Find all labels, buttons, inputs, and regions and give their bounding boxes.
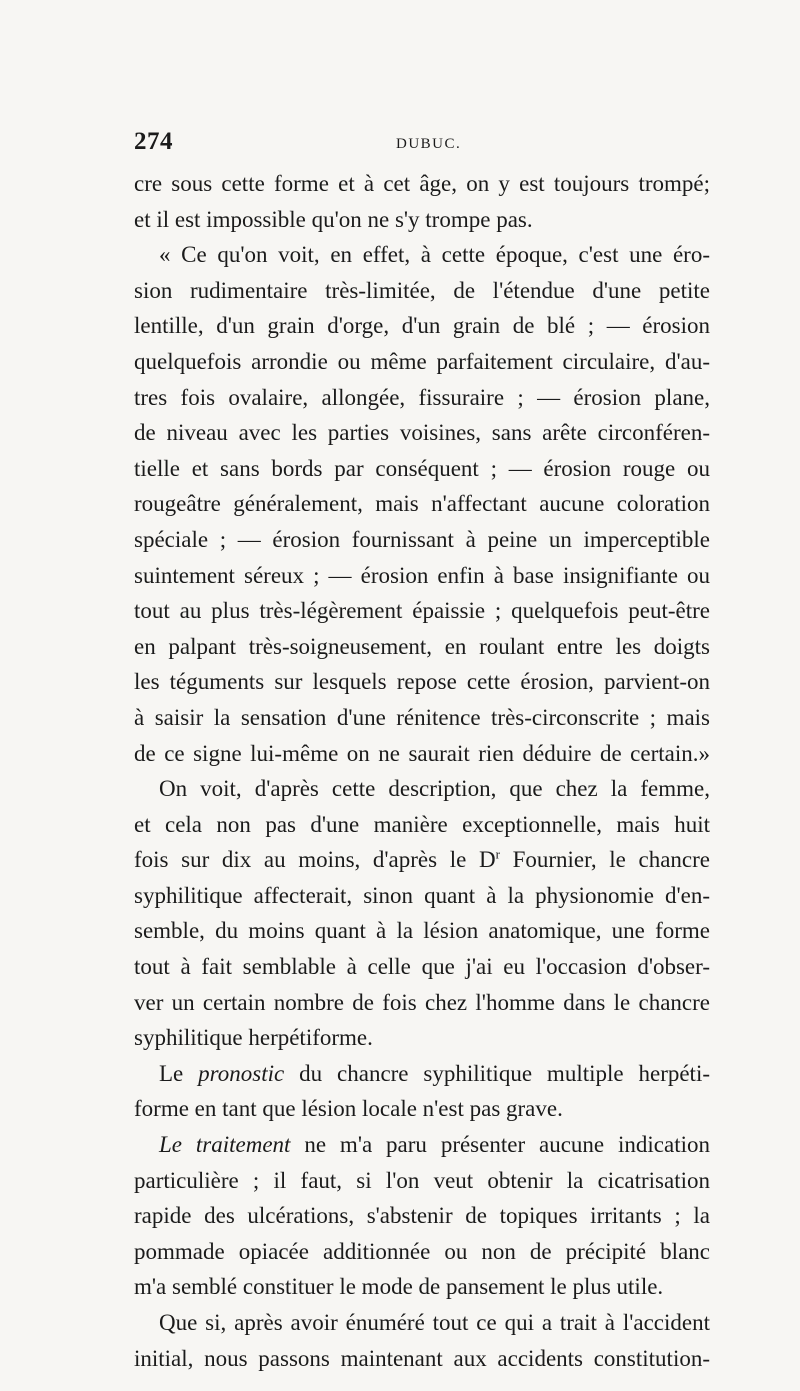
text-line: à saisir la sensation d'une rénitence très-circonscrite ; mais (134, 704, 710, 730)
text-line: ver un certain nombre de fois chez l'homme dans le chancre (134, 989, 710, 1015)
text-segment: Fournier, le chancre (499, 847, 710, 873)
text-line: syphilitique affecterait, sinon quant à la physionomie d'en- (134, 882, 710, 908)
text-line: et il est impossible qu'on ne s'y trompe pas. (134, 206, 533, 232)
text-line: m'a semblé constituer le mode de pansement le plus utile. (134, 1274, 664, 1300)
text-line: particulière ; il faut, si l'on veut obtenir la cicatrisation (134, 1167, 710, 1193)
text-line: On voit, d'après cette description, que chez la femme, (159, 776, 710, 802)
text-line: pommade opiacée additionnée ou non de précipité blanc (134, 1238, 710, 1264)
text-line: semble, du moins quant à la lésion anatomique, une forme (134, 918, 710, 944)
text-line: en palpant très-soigneusement, en roulant entre les doigts (134, 633, 710, 659)
text-line: tout à fait semblable à celle que j'ai eu l'occasion d'obser- (134, 954, 710, 980)
page-number: 274 (134, 128, 173, 155)
text-line: rapide des ulcérations, s'abstenir de topiques irritants ; la (134, 1203, 710, 1229)
text-line: tres fois ovalaire, allongée, fissuraire ; — érosion plane, (134, 384, 710, 410)
body-text (134, 166, 710, 1376)
text-line: suintement séreux ; — érosion enfin à base insignifiante ou (134, 562, 710, 588)
text-line (134, 1127, 710, 1163)
text-line: de niveau avec les parties voisines, sans arête circonféren- (134, 420, 710, 446)
text-line (134, 1056, 710, 1092)
italic-term: Le traitement (159, 1132, 291, 1158)
text-line (134, 842, 710, 878)
text-line: les téguments sur lesquels repose cette érosion, parvient-on (134, 669, 710, 695)
text-line: tout au plus très-légèrement épaissie ; quelquefois peut-être (134, 598, 710, 624)
text-line: et cela non pas d'une manière exceptionnelle, mais huit (134, 811, 710, 837)
text-segment: fois sur dix au moins, d'après le D (134, 847, 496, 873)
text-line: cre sous cette forme et à cet âge, on y est toujours trompé; (134, 171, 710, 196)
text-line: forme en tant que lésion locale n'est pas grave. (134, 1096, 563, 1122)
text-line: lentille, d'un grain d'orge, d'un grain de blé ; — érosion (134, 313, 710, 339)
running-head: DUBUC. (396, 136, 462, 152)
italic-term: pronostic (198, 1060, 285, 1086)
text-line: Que si, après avoir énuméré tout ce qui a trait à l'accident (159, 1310, 710, 1335)
text-segment: du chancre syphilitique multiple herpéti- (284, 1060, 711, 1086)
text-line: « Ce qu'on voit, en effet, à cette époque, c'est une éro- (159, 242, 710, 268)
text-line: rougeâtre généralement, mais n'affectant aucune coloration (134, 491, 710, 517)
text-line: sion rudimentaire très-limitée, de l'étendue d'une petite (134, 277, 710, 303)
superscript: r (495, 846, 500, 862)
text-segment: Le (159, 1060, 199, 1086)
text-line: syphilitique herpétiforme. (134, 1025, 373, 1051)
text-segment: ne m'a paru présenter aucune indication (290, 1132, 710, 1158)
text-line: spéciale ; — érosion fournissant à peine un imperceptible (134, 526, 710, 552)
text-line: initial, nous passons maintenant aux accidents constitution- (134, 1345, 710, 1371)
page-header (134, 128, 710, 164)
text-line: de ce signe lui-même on ne saurait rien déduire de certain.» (134, 740, 710, 766)
text-line: quelquefois arrondie ou même parfaitement circulaire, d'au- (134, 348, 710, 374)
text-line: tielle et sans bords par conséquent ; — érosion rouge ou (134, 455, 710, 481)
